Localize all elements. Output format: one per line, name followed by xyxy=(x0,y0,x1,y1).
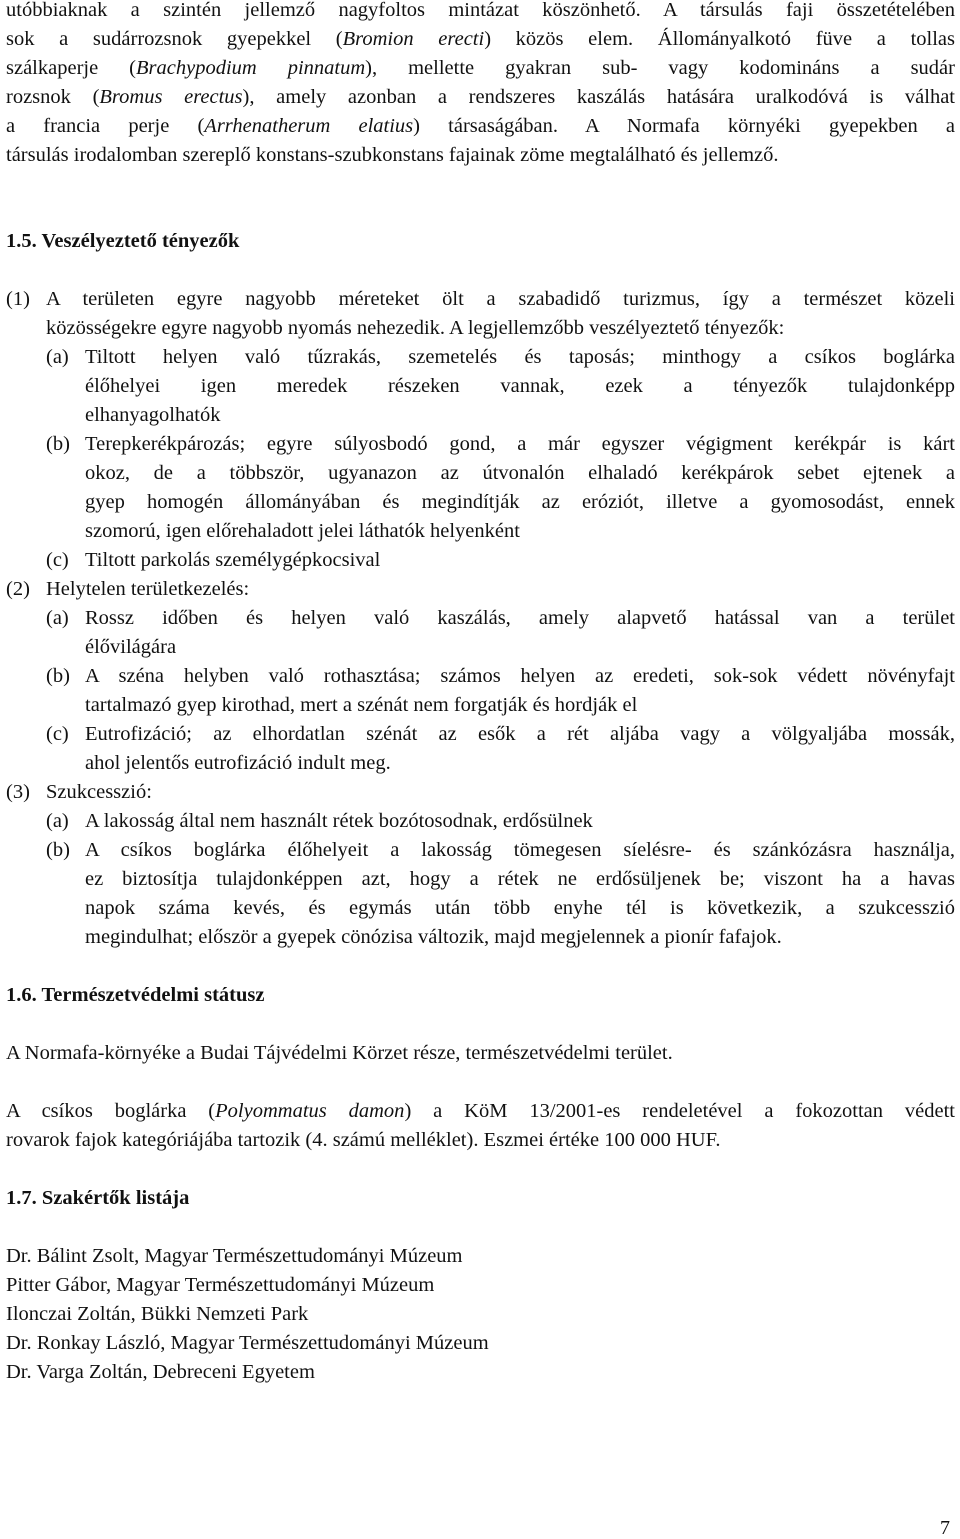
subitem-label: (c) xyxy=(46,549,69,571)
item-3a-line-1: A lakosság által nem használt rétek bozótosodnak, erdősülnek xyxy=(85,810,593,832)
intro-line-1: utóbbiaknak a szintén jellemző nagyfoltos mintázat köszönhető. A társulás faji összetételében xyxy=(6,0,955,21)
subitem-label: (a) xyxy=(46,607,69,629)
status-text: A csíkos boglárka ( xyxy=(6,1100,216,1122)
intro-line-6: társulás irodalomban szereplő konstans-szubkonstans fajainak zöme megtalálható és jellemző. xyxy=(6,144,779,166)
item-3b-line-1: A csíkos boglárka élőhelyeit a lakosság tömegesen síelésre- és szánkózásra használja, xyxy=(85,839,955,861)
expert-item: Pitter Gábor, Magyar Természettudományi Múzeum xyxy=(6,1274,435,1296)
item-2c-line-1: Eutrofizáció; az elhordatlan szénát az esők a rét aljába vagy a völgyaljába mossák, xyxy=(85,723,955,745)
item-3-line-1: Szukcesszió: xyxy=(46,781,152,803)
section-heading-1-5: 1.5. Veszélyeztető tényezők xyxy=(6,230,240,252)
intro-text: ), mellette gyakran sub- vagy kodomináns a sudár xyxy=(365,57,955,79)
page-number: 7 xyxy=(940,1517,950,1539)
item-1b-line-3: gyep homogén állományában és megindítják az eróziót, illetve a gyomosodást, ennek xyxy=(85,491,955,513)
item-2a-line-2: élővilágára xyxy=(85,636,177,658)
intro-line-3 xyxy=(6,54,955,83)
item-3b-line-2: ez biztosítja tulajdonképpen azt, hogy a rétek ne erdősüljenek be; viszont ha a havas xyxy=(85,868,955,890)
item-1b-line-1: Terepkerékpározás; egyre súlyosbodó gond, a már egyszer végigment kerékpár is kárt xyxy=(85,433,955,455)
item-2c-line-2: ahol jelentős eutrofizáció indult meg. xyxy=(85,752,391,774)
intro-text: szálkaperje ( xyxy=(6,57,137,79)
intro-text: ) közös elem. Állományalkotó füve a tollas xyxy=(484,28,955,50)
subitem-label: (c) xyxy=(46,723,69,745)
subitem-label: (b) xyxy=(46,839,70,861)
section-heading-1-7: 1.7. Szakértők listája xyxy=(6,1187,190,1209)
status-paragraph-2-line-1 xyxy=(6,1097,955,1126)
status-text: ) a KöM 13/2001-es rendeletével a fokozottan védett xyxy=(404,1100,955,1122)
item-1-line-1: A területen egyre nagyobb méreteket ölt a szabadidő turizmus, így a természet közeli xyxy=(46,288,955,310)
species-name: Brachypodium pinnatum xyxy=(136,57,366,79)
item-label: (2) xyxy=(6,578,30,600)
item-2b-line-2: tartalmazó gyep kirothad, mert a szénát nem forgatják és hordják el xyxy=(85,694,638,716)
status-paragraph-2-line-2: rovarok fajok kategóriájába tartozik (4. számú melléklet). Eszmei értéke 100 000 HUF. xyxy=(6,1129,721,1151)
item-1b-line-4: szomorú, igen előrehaladott jelei láthatók helyenként xyxy=(85,520,520,542)
item-3b-line-3: napok száma kevés, és egymás után több enyhe tél is következik, a szukcesszió xyxy=(85,897,955,919)
item-1a-line-2: élőhelyei igen meredek részeken vannak, ezek a tényezők tulajdonképp xyxy=(85,375,955,397)
intro-line-5 xyxy=(6,112,955,141)
subitem-label: (a) xyxy=(46,810,69,832)
intro-line-2 xyxy=(6,25,955,54)
expert-item: Dr. Varga Zoltán, Debreceni Egyetem xyxy=(6,1361,315,1383)
intro-text: a francia perje ( xyxy=(6,115,205,137)
species-name: Arrhenatherum elatius xyxy=(204,115,414,137)
intro-line-4 xyxy=(6,83,955,112)
item-2a-line-1: Rossz időben és helyen való kaszálás, amely alapvető hatással van a terület xyxy=(85,607,955,629)
intro-text: ) társaságában. A Normafa környéki gyepekben a xyxy=(413,115,955,137)
subitem-label: (b) xyxy=(46,433,70,455)
item-3b-line-4: megindulhat; először a gyepek cönózisa változik, majd megjelennek a pionír fafajok. xyxy=(85,926,782,948)
item-label: (1) xyxy=(6,288,30,310)
intro-text: rozsnok ( xyxy=(6,86,100,108)
item-2b-line-1: A széna helyben való rothasztása; számos helyen az eredeti, sok-sok védett növényfajt xyxy=(85,665,955,687)
subitem-label: (a) xyxy=(46,346,69,368)
status-paragraph-1: A Normafa-környéke a Budai Tájvédelmi Körzet része, természetvédelmi terület. xyxy=(6,1042,673,1064)
item-label: (3) xyxy=(6,781,30,803)
item-1a-line-1: Tiltott helyen való tűzrakás, szemetelés és taposás; minthogy a csíkos boglárka xyxy=(85,346,955,368)
expert-item: Dr. Ronkay László, Magyar Természettudományi Múzeum xyxy=(6,1332,489,1354)
item-1c-line-1: Tiltott parkolás személygépkocsival xyxy=(85,549,381,571)
species-name: Polyommatus damon xyxy=(215,1100,405,1122)
expert-item: Dr. Bálint Zsolt, Magyar Természettudományi Múzeum xyxy=(6,1245,463,1267)
section-heading-1-6: 1.6. Természetvédelmi státusz xyxy=(6,984,265,1006)
subitem-label: (b) xyxy=(46,665,70,687)
intro-text: ), amely azonban a rendszeres kaszálás hatására uralkodóvá is válhat xyxy=(242,86,955,108)
item-2-line-1: Helytelen területkezelés: xyxy=(46,578,250,600)
intro-text: sok a sudárrozsnok gyepekkel ( xyxy=(6,28,343,50)
species-name: Bromion erecti xyxy=(342,28,485,50)
expert-item: Ilonczai Zoltán, Bükki Nemzeti Park xyxy=(6,1303,309,1325)
item-1-line-2: közösségekre egyre nagyobb nyomás nehezedik. A legjellemzőbb veszélyeztető tényezők: xyxy=(46,317,785,339)
item-1a-line-3: elhanyagolhatók xyxy=(85,404,221,426)
species-name: Bromus erectus xyxy=(99,86,243,108)
item-1b-line-2: okoz, de a többször, ugyanazon az útvonalón elhaladó kerékpárok sebet ejtenek a xyxy=(85,462,955,484)
